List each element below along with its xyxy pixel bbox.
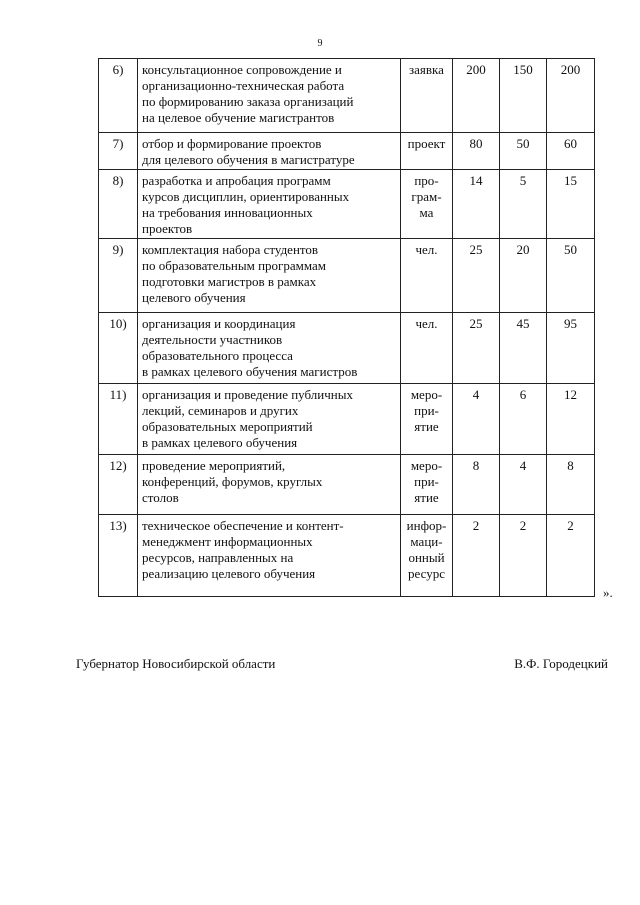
table-row — [99, 239, 595, 313]
row-value-3: 15 — [547, 170, 595, 239]
row-value-1: 8 — [453, 455, 500, 515]
description-line: проектов — [142, 221, 193, 236]
description-line: разработка и апробация программ — [142, 173, 331, 188]
row-unit — [401, 313, 453, 384]
row-value-2: 20 — [500, 239, 547, 313]
unit-line: чел. — [415, 316, 438, 331]
description-line: на требования инновационных — [142, 205, 313, 220]
description-line: лекций, семинаров и других — [142, 403, 299, 418]
row-description — [138, 384, 401, 455]
row-value-3: 50 — [547, 239, 595, 313]
row-value-3: 200 — [547, 59, 595, 133]
row-number: 6) — [99, 59, 138, 133]
description-line: организационно-техническая работа — [142, 78, 345, 93]
signatory-name: В.Ф. Городецкий — [514, 656, 608, 671]
description-line: проведение мероприятий, — [142, 458, 286, 473]
table-row — [99, 170, 595, 239]
description-line: деятельности участников — [142, 332, 283, 347]
row-value-3: 60 — [547, 133, 595, 170]
row-value-2: 45 — [500, 313, 547, 384]
row-number: 9) — [99, 239, 138, 313]
description-line: на целевое обучение магистрантов — [142, 110, 335, 125]
row-number: 11) — [99, 384, 138, 455]
row-value-3: 95 — [547, 313, 595, 384]
row-description — [138, 515, 401, 597]
unit-line: про- — [414, 173, 439, 188]
description-line: столов — [142, 490, 179, 505]
description-line: консультационное сопровождение и — [142, 62, 342, 77]
row-number: 8) — [99, 170, 138, 239]
description-line: техническое обеспечение и контент- — [142, 518, 344, 533]
row-value-1: 200 — [453, 59, 500, 133]
table-row — [99, 313, 595, 384]
row-value-2: 4 — [500, 455, 547, 515]
unit-line: маци- — [410, 534, 443, 549]
description-line: ресурсов, направленных на — [142, 550, 294, 565]
description-line: для целевого обучения в магистратуре — [142, 152, 355, 167]
indicators-table — [98, 58, 595, 597]
row-value-3: 12 — [547, 384, 595, 455]
unit-line: ятие — [414, 490, 439, 505]
row-value-1: 14 — [453, 170, 500, 239]
unit-line: инфор- — [406, 518, 447, 533]
unit-line: заявка — [409, 62, 444, 77]
description-line: образовательного процесса — [142, 348, 293, 363]
row-unit — [401, 515, 453, 597]
row-description — [138, 133, 401, 170]
unit-line: ма — [419, 205, 434, 220]
row-description — [138, 313, 401, 384]
description-line: реализацию целевого обучения — [142, 566, 316, 581]
unit-line: проект — [407, 136, 446, 151]
row-value-3: 2 — [547, 515, 595, 597]
row-value-1: 25 — [453, 239, 500, 313]
row-unit — [401, 239, 453, 313]
unit-line: грам- — [411, 189, 442, 204]
description-line: целевого обучения — [142, 290, 246, 305]
row-value-1: 4 — [453, 384, 500, 455]
unit-line: меро- — [410, 458, 443, 473]
description-line: в рамках целевого обучения магистров — [142, 364, 358, 379]
row-value-2: 50 — [500, 133, 547, 170]
table-row — [99, 59, 595, 133]
description-line: в рамках целевого обучения — [142, 435, 298, 450]
table-row — [99, 515, 595, 597]
row-unit — [401, 133, 453, 170]
row-number: 10) — [99, 313, 138, 384]
row-unit — [401, 455, 453, 515]
unit-line: чел. — [415, 242, 438, 257]
row-number: 7) — [99, 133, 138, 170]
row-description — [138, 170, 401, 239]
description-line: комплектация набора студентов — [142, 242, 319, 257]
row-unit — [401, 384, 453, 455]
row-number: 13) — [99, 515, 138, 597]
description-line: менеджмент информационных — [142, 534, 313, 549]
unit-line: меро- — [410, 387, 443, 402]
row-value-1: 80 — [453, 133, 500, 170]
row-value-2: 6 — [500, 384, 547, 455]
description-line: образовательных мероприятий — [142, 419, 313, 434]
closing-quote: ». — [603, 585, 613, 600]
unit-line: при- — [414, 403, 439, 418]
row-description — [138, 59, 401, 133]
unit-line: онный — [408, 550, 445, 565]
row-value-1: 25 — [453, 313, 500, 384]
unit-line: при- — [414, 474, 439, 489]
row-value-2: 2 — [500, 515, 547, 597]
row-number: 12) — [99, 455, 138, 515]
signatory-title: Губернатор Новосибирской области — [76, 656, 276, 671]
row-unit — [401, 59, 453, 133]
table-row — [99, 455, 595, 515]
table-row — [99, 133, 595, 170]
row-description — [138, 455, 401, 515]
description-line: подготовки магистров в рамках — [142, 274, 317, 289]
unit-line: ресурс — [408, 566, 445, 581]
row-value-3: 8 — [547, 455, 595, 515]
row-unit — [401, 170, 453, 239]
table-row — [99, 384, 595, 455]
description-line: по формированию заказа организаций — [142, 94, 354, 109]
row-description — [138, 239, 401, 313]
description-line: организация и проведение публичных — [142, 387, 353, 402]
row-value-2: 150 — [500, 59, 547, 133]
unit-line: ятие — [414, 419, 439, 434]
description-line: конференций, форумов, круглых — [142, 474, 323, 489]
description-line: организация и координация — [142, 316, 296, 331]
description-line: отбор и формирование проектов — [142, 136, 322, 151]
page-number: 9 — [317, 38, 323, 49]
row-value-2: 5 — [500, 170, 547, 239]
description-line: по образовательным программам — [142, 258, 327, 273]
row-value-1: 2 — [453, 515, 500, 597]
description-line: курсов дисциплин, ориентированных — [142, 189, 350, 204]
